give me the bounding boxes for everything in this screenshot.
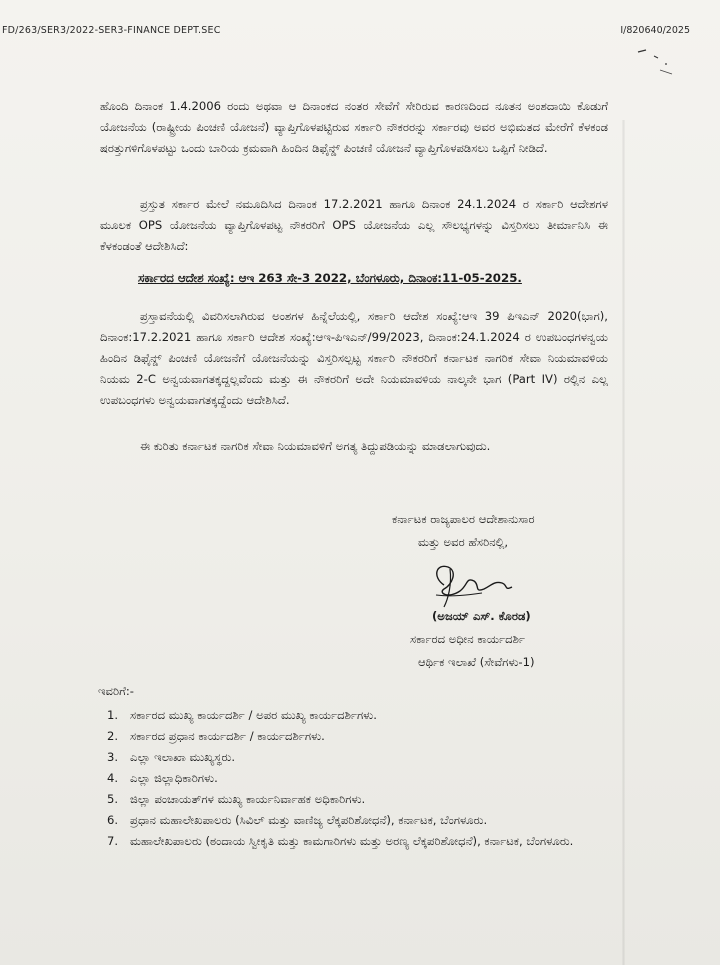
item-number: 6.: [106, 813, 118, 827]
authority-line-2: ಮತ್ತು ಅವರ ಹೆಸರಿನಲ್ಲಿ,: [418, 535, 509, 549]
signer-name: (ಅಜಯ್ ಎಸ್. ಕೊರಡ): [432, 609, 531, 623]
list-item: [98, 747, 618, 768]
authority-line-1: ಕರ್ನಾಟಕ ರಾಜ್ಯಪಾಲರ ಆದೇಶಾನುಸಾರ: [392, 512, 535, 526]
item-text: ಸರ್ಕಾರದ ಮುಖ್ಯ ಕಾರ್ಯದರ್ಶಿ / ಅಪರ ಮುಖ್ಯ ಕಾರ್ಯದರ್ಶಿಗಳು.: [130, 708, 377, 722]
recipients-section: [98, 684, 618, 852]
item-number: 7.: [106, 834, 118, 848]
paragraph-3: ಪ್ರಸ್ತಾವನೆಯಲ್ಲಿ ವಿವರಿಸಲಾಗಿರುವ ಅಂಶಗಳ ಹಿನ್ನೆಲೆಯಲ್ಲಿ, ಸರ್ಕಾರಿ ಆದೇಶ ಸಂಖ್ಯೆ:ಆಇ 39 ಪಿಇಎನ್ 2020(ಭಾಗ), ದಿನಾಂಕ:17.2.2021 ಹಾಗೂ ಸರ್ಕಾರಿ ಆದೇಶ ಸಂಖ್ಯೆ:ಆಇ-ಪಿಇಎನ್/99/2023, ದಿನಾಂಕ:24.1.2024 ರ ಉಪಬಂಧಗಳನ್ವಯ ಹಿಂದಿನ ಡಿಫೈನ್ಡ್ ಪಿಂಚಣಿ ಯೋಜನೆಗೆ ಯೋಜನೆಯನ್ನು ವಿಸ್ತರಿಸಲ್ಪಟ್ಟ ಸರ್ಕಾರಿ ನೌಕರರಿಗೆ ಕರ್ನಾಟಕ ನಾಗರಿಕ ಸೇವಾ ನಿಯಮಾವಳಿಯ ನಿಯಮ 2-C ಅನ್ವಯವಾಗತಕ್ಕದ್ದಲ್ಲವೆಂದು ಮತ್ತು ಈ ನೌಕರರಿಗೆ ಅದೇ ನಿಯಮಾವಳಿಯ ನಾಲ್ಕನೇ ಭಾಗ (Part IV) ರಲ್ಲಿನ ಎಲ್ಲ ಉಪಬಂಧಗಳು ಅನ್ವಯವಾಗತಕ್ಕದ್ದೆಂದು ಆದೇಶಿಸಿದೆ.: [100, 309, 608, 407]
recipients-title: ಇವರಿಗೆ:-: [98, 684, 134, 698]
handwritten-signature: [422, 555, 552, 611]
item-number: 2.: [106, 729, 118, 743]
list-item: [98, 789, 618, 810]
item-text: ಎಲ್ಲಾ ಇಲಾಖಾ ಮುಖ್ಯಸ್ಥರು.: [130, 750, 236, 764]
item-text: ಜಿಲ್ಲಾ ಪಂಚಾಯತ್‌ಗಳ ಮುಖ್ಯ ಕಾರ್ಯನಿರ್ವಾಹಕ ಅಧಿಕಾರಿಗಳು.: [130, 792, 366, 806]
item-number: 4.: [106, 771, 118, 785]
item-text: ಮಹಾಲೇಖಪಾಲರು (ಠಂದಾಯ ಸ್ವೀಕೃತಿ ಮತ್ತು ಕಾಮಗಾರಿಗಳು ಮತ್ತು ಅರಣ್ಯ ಲೆಕ್ಕಪರಿಶೋಧನೆ), ಕರ್ನಾಟಕ, ಬೆಂಗಳೂರು.: [130, 834, 574, 848]
item-text: ಎಲ್ಲಾ ಜಿಲ್ಲಾಧಿಕಾರಿಗಳು.: [130, 771, 218, 785]
pen-marks: [636, 46, 676, 76]
item-text: ಪ್ರಧಾನ ಮಹಾಲೇಖಪಾಲರು (ಸಿವಿಲ್ ಮತ್ತು ವಾಣಿಜ್ಯ ಲೆಕ್ಕಪರಿಶೋಧನೆ), ಕರ್ನಾಟಕ, ಬೆಂಗಳೂರು.: [130, 813, 488, 827]
list-item: [98, 831, 618, 852]
recipients-list: [98, 705, 618, 852]
authority-block: [392, 508, 612, 554]
item-number: 5.: [106, 792, 118, 806]
item-number: 1.: [106, 708, 118, 722]
paragraph-2: ಪ್ರಸ್ತುತ ಸರ್ಕಾರ ಮೇಲೆ ನಮೂದಿಸಿದ ದಿನಾಂಕ 17.2.2021 ಹಾಗೂ ದಿನಾಂಕ 24.1.2024 ರ ಸರ್ಕಾರಿ ಆದೇಶಗಳ ಮೂಲಕ OPS ಯೋಜನೆಯ ವ್ಯಾಪ್ತಿಗೊಳಪಟ್ಟ ನೌಕರರಿಗೆ OPS ಯೋಜನೆಯ ಎಲ್ಲ ಸೌಲಭ್ಯಗಳನ್ನು ವಿಸ್ತರಿಸಲು ತೀರ್ಮಾನಿಸಿ ಈ ಕೆಳಕಂಡಂತೆ ಆದೇಶಿಸಿದೆ:: [100, 197, 608, 253]
list-item: [98, 810, 618, 831]
paragraph-1: ಹೊಂದಿ ದಿನಾಂಕ 1.4.2006 ರಂದು ಅಥವಾ ಆ ದಿನಾಂಕದ ನಂತರ ಸೇವೆಗೆ ಸೇರಿರುವ ಕಾರಣದಿಂದ ನೂತನ ಅಂಶದಾಯಿ ಕೊಡುಗೆ ಯೋಜನೆಯ (ರಾಷ್ಟ್ರೀಯ ಪಿಂಚಣಿ ಯೋಜನೆ) ವ್ಯಾಪ್ತಿಗೊಳಪಟ್ಟಿರುವ ಸರ್ಕಾರಿ ನೌಕರರನ್ನು ಸರ್ಕಾರವು ಅವರ ಅಭಿಮತದ ಮೇರೆಗೆ ಕೆಳಕಂಡ ಷರತ್ತುಗಳಿಗೊಳಪಟ್ಟು ಒಂದು ಬಾರಿಯ ಕ್ರಮವಾಗಿ ಹಿಂದಿನ ಡಿಫೈನ್ಡ್ ಪಿಂಚಣಿ ಯೋಜನೆ ವ್ಯಾಪ್ತಿಗೊಳಪಡಿಸಲು ಒಪ್ಪಿಗೆ ನೀಡಿದೆ.: [100, 99, 608, 155]
signer-block: [408, 605, 618, 674]
item-number: 3.: [106, 750, 118, 764]
page-fold-shadow: [622, 120, 625, 965]
file-number: FD/263/SER3/2022-SER3-FINANCE DEPT.SEC: [2, 25, 221, 36]
list-item: [98, 726, 618, 747]
signer-designation: ಸರ್ಕಾರದ ಅಧೀನ ಕಾರ್ಯದರ್ಶಿ: [410, 632, 525, 646]
order-reference: ಸರ್ಕಾರದ ಆದೇಶ ಸಂಖ್ಯೆ: ಆಇ 263 ಸೇ-3 2022, ಬೆಂಗಳೂರು, ದಿನಾಂಕ:11-05-2025.: [138, 271, 522, 285]
signer-department: ಆರ್ಥಿಕ ಇಲಾಖೆ (ಸೇವೆಗಳು-1): [418, 655, 535, 669]
list-item: [98, 768, 618, 789]
receipt-number: I/820640/2025: [620, 25, 690, 36]
item-text: ಸರ್ಕಾರದ ಪ್ರಧಾನ ಕಾರ್ಯದರ್ಶಿ / ಕಾರ್ಯದರ್ಶಿಗಳು.: [130, 729, 325, 743]
paragraph-4: ಈ ಕುರಿತು ಕರ್ನಾಟಕ ನಾಗರಿಕ ಸೇವಾ ನಿಯಮಾವಳಿಗೆ ಅಗತ್ಯ ತಿದ್ದುಪಡಿಯನ್ನು ಮಾಡಲಾಗುವುದು.: [140, 439, 491, 453]
list-item: [98, 705, 618, 726]
